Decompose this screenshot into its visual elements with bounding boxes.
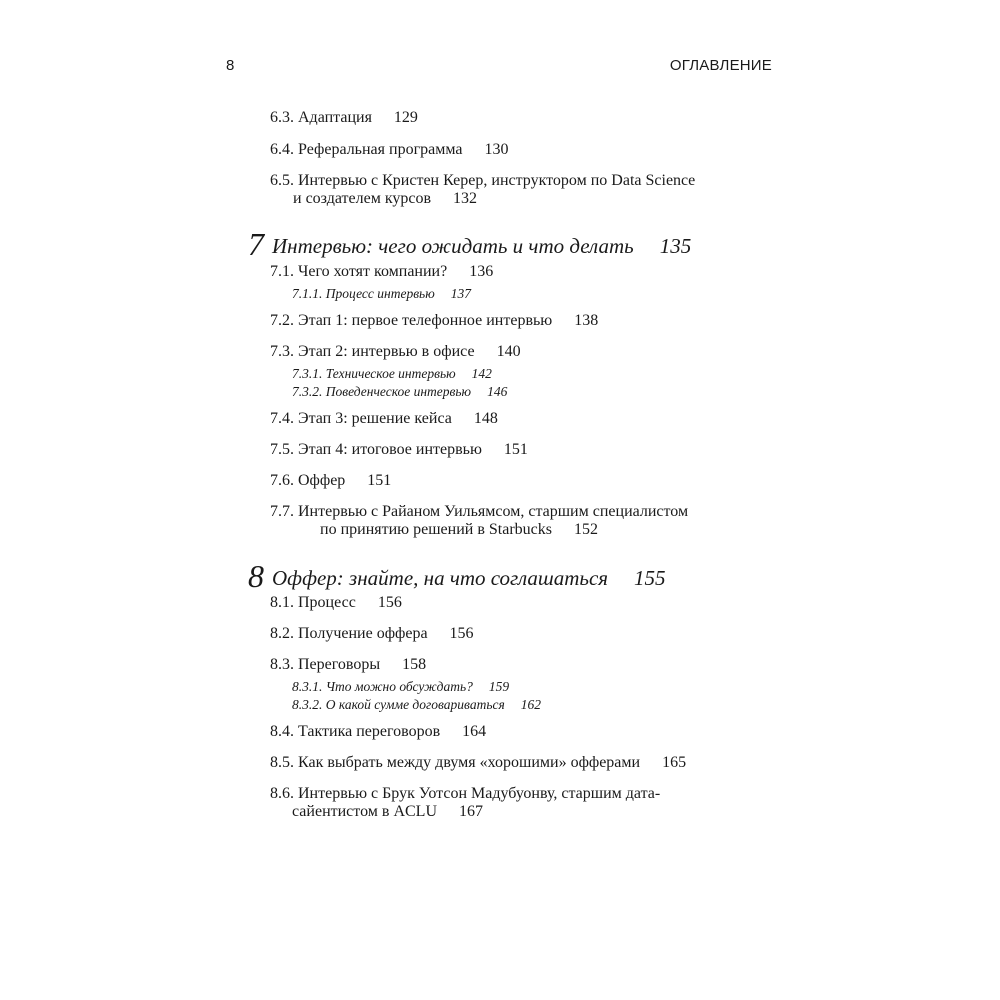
toc-entry-page: 165 <box>662 754 687 771</box>
toc-entry-8-5 <box>270 755 686 771</box>
chapter-number: 8 <box>248 558 264 594</box>
toc-subentry-7-3-1 <box>292 367 492 381</box>
toc-entry-title: 7.1. Чего хотят компании? <box>270 263 448 280</box>
toc-entry-7-7-line1 <box>270 504 688 520</box>
page-number: 8 <box>226 57 235 74</box>
toc-entry-page: 142 <box>471 366 492 381</box>
toc-entry-title: 8.3.2. О какой сумме договариваться <box>292 697 505 712</box>
toc-entry-title: 8.1. Процесс <box>270 594 356 611</box>
toc-entry-page: 137 <box>450 286 471 301</box>
chapter-title: Интервью: чего ожидать и что делать <box>272 234 634 258</box>
toc-entry-title: 8.3.1. Что можно обсуждать? <box>292 679 473 694</box>
chapter-number: 7 <box>248 226 264 262</box>
toc-entry-title: 7.1.1. Процесс интервью <box>292 286 435 301</box>
toc-entry-title: 6.4. Реферальная программа <box>270 141 463 158</box>
toc-subentry-7-3-2 <box>292 385 507 399</box>
toc-entry-8-2 <box>270 626 474 642</box>
toc-entry-page: 148 <box>473 410 498 427</box>
toc-entry-page: 132 <box>453 190 478 207</box>
toc-entry-title: 6.5. Интервью с Кристен Керер, инструктором по Data Science <box>270 172 696 189</box>
chapter-page: 135 <box>659 234 692 258</box>
toc-chapter-7 <box>248 226 692 262</box>
toc-entry-title: 7.6. Оффер <box>270 472 346 489</box>
toc-entry-7-6 <box>270 473 391 489</box>
toc-entry-page: 151 <box>367 472 392 489</box>
toc-entry-6-5-line1 <box>270 173 695 189</box>
toc-entry-8-6-line2 <box>292 804 483 820</box>
toc-entry-6-5-line2 <box>293 191 477 207</box>
toc-entry-7-3 <box>270 344 521 360</box>
toc-entry-page: 167 <box>459 803 483 820</box>
toc-entry-7-2 <box>270 313 598 329</box>
toc-entry-title: 7.3.1. Техническое интервью <box>292 366 456 381</box>
toc-entry-title: 6.3. Адаптация <box>270 109 372 126</box>
toc-entry-page: 151 <box>503 441 528 458</box>
toc-entry-page: 164 <box>462 723 487 740</box>
toc-subentry-7-1-1 <box>292 287 471 301</box>
toc-entry-title: и создателем курсов <box>293 190 432 207</box>
toc-entry-page: 136 <box>469 263 494 280</box>
chapter-title: Оффер: знайте, на что соглашаться <box>272 566 609 590</box>
toc-entry-8-4 <box>270 724 486 740</box>
toc-entry-page: 156 <box>449 625 474 642</box>
toc-entry-6-4 <box>270 142 508 158</box>
toc-entry-title: 8.3. Переговоры <box>270 656 381 673</box>
toc-entry-page: 159 <box>488 679 510 694</box>
toc-entry-title: 8.2. Получение оффера <box>270 625 428 642</box>
toc-entry-title: 7.2. Этап 1: первое телефонное интервью <box>270 312 553 329</box>
toc-entry-page: 162 <box>520 697 541 712</box>
toc-entry-page: 138 <box>574 312 599 329</box>
toc-entry-title: по принятию решений в Starbucks <box>320 521 552 538</box>
toc-entry-page: 152 <box>573 521 598 538</box>
toc-entry-title: 8.5. Как выбрать между двумя «хорошими» офферами <box>270 754 641 771</box>
toc-entry-page: 156 <box>377 594 402 611</box>
toc-entry-7-1 <box>270 264 493 280</box>
chapter-page: 155 <box>634 566 666 590</box>
toc-entry-title: сайентистом в ACLU <box>292 803 437 820</box>
toc-entry-8-3 <box>270 657 426 673</box>
toc-entry-title: 7.5. Этап 4: итоговое интервью <box>270 441 482 458</box>
toc-chapter-8 <box>248 558 666 594</box>
running-head: ОГЛАВЛЕНИЕ <box>669 57 772 74</box>
toc-subentry-8-3-1 <box>292 680 509 694</box>
toc-entry-title: 8.4. Тактика переговоров <box>270 723 441 740</box>
toc-entry-page: 140 <box>496 343 521 360</box>
toc-entry-title: 7.3. Этап 2: интервью в офисе <box>270 343 475 360</box>
toc-entry-8-1 <box>270 595 402 611</box>
toc-subentry-8-3-2 <box>292 698 541 712</box>
toc-entry-page: 158 <box>402 656 427 673</box>
toc-entry-7-5 <box>270 442 528 458</box>
toc-entry-title: 7.7. Интервью с Райаном Уильямсом, старшим специалистом <box>270 503 689 520</box>
toc-entry-page: 130 <box>484 141 509 158</box>
toc-entry-title: 7.4. Этап 3: решение кейса <box>270 410 452 427</box>
toc-entry-page: 129 <box>393 109 418 126</box>
toc-entry-title: 8.6. Интервью с Брук Уотсон Мадубуонву, старшим дата- <box>270 785 661 802</box>
toc-entry-page: 146 <box>487 384 508 399</box>
toc-entry-6-3 <box>270 110 418 126</box>
toc-entry-7-7-line2 <box>320 522 598 538</box>
toc-entry-7-4 <box>270 411 498 427</box>
toc-entry-title: 7.3.2. Поведенческое интервью <box>292 384 472 399</box>
toc-entry-8-6-line1 <box>270 786 660 802</box>
